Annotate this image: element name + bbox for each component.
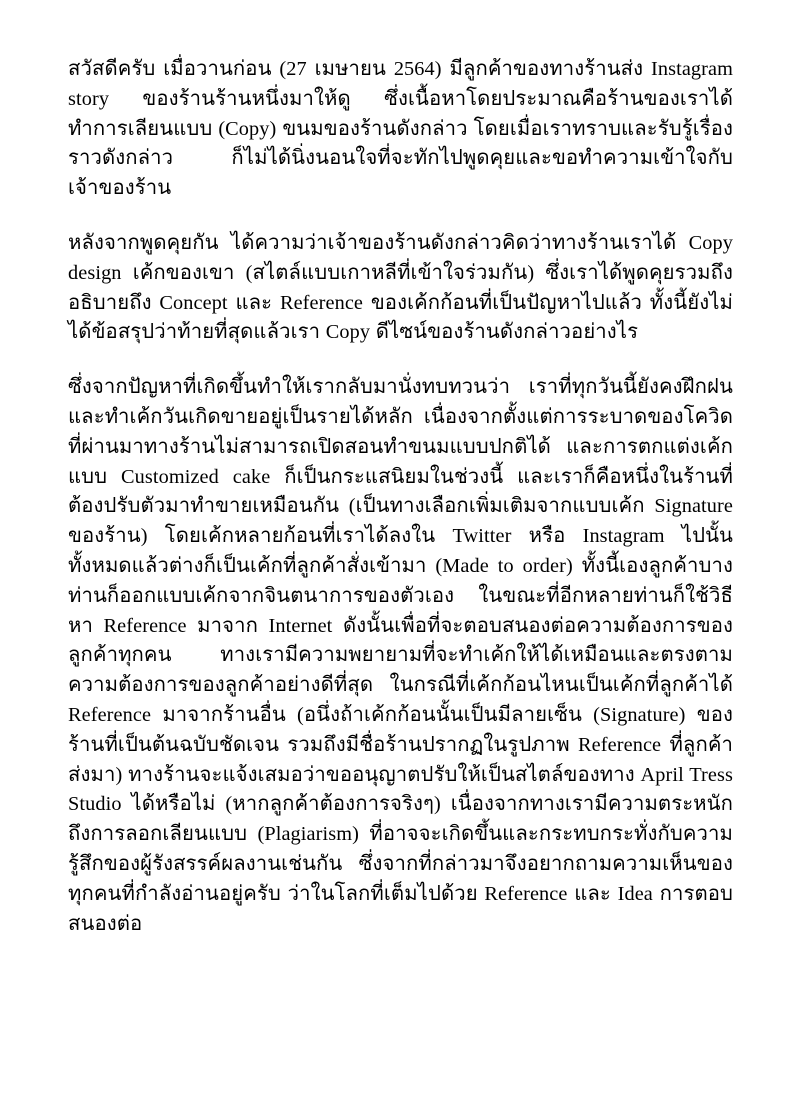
document-body <box>68 55 733 939</box>
paragraph-3: ซึ่งจากปัญหาที่เกิดขึ้นทำให้เรากลับมานั่งทบทวนว่า เราที่ทุกวันนี้ยังคงฝึกฝนและทำเค้กวันเกิดขายอยู่เป็นรายได้หลัก เนื่องจากตั้งแต่การระบาดของโควิดที่ผ่านมาทางร้านไม่สามารถเปิดสอนทำขนมแบบปกติได้ และการตกแต่งเค้กแบบ Customized cake ก็เป็นกระแสนิยมในช่วงนี้ และเราก็คือหนึ่งในร้านที่ต้องปรับตัวมาทำขายเหมือนกัน (เป็นทางเลือกเพิ่มเติมจากแบบเค้ก Signature ของร้าน) โดยเค้กหลายก้อนที่เราได้ลงใน Twitter หรือ Instagram ไปนั้น ทั้งหมดแล้วต่างก็เป็นเค้กที่ลูกค้าสั่งเข้ามา (Made to order) ทั้งนี้เองลูกค้าบางท่านก็ออกแบบเค้กจากจินตนาการของตัวเอง ในขณะที่อีกหลายท่านก็ใช้วิธีหา Reference มาจาก Internet ดังนั้นเพื่อที่จะตอบสนองต่อความต้องการของลูกค้าทุกคน ทางเรามีความพยายามที่จะทำเค้กให้ได้เหมือนและตรงตามความต้องการของลูกค้าอย่างดีที่สุด ในกรณีที่เค้กก้อนไหนเป็นเค้กที่ลูกค้าได้ Reference มาจากร้านอื่น (อนึ่งถ้าเค้กก้อนนั้นเป็นมีลายเซ็น (Signature) ของร้านที่เป็นต้นฉบับชัดเจน รวมถึงมีชื่อร้านปรากฏในรูปภาพ Reference ที่ลูกค้าส่งมา) ทางร้านจะแจ้งเสมอว่าขออนุญาตปรับให้เป็นสไตล์ของทาง April Tress Studio ได้หรือไม่ (หากลูกค้าต้องการจริงๆ) เนื่องจากทางเรามีความตระหนักถึงการลอกเลียนแบบ (Plagiarism) ที่อาจจะเกิดขึ้นและกระทบกระทั่งกับความรู้สึกของผู้รังสรรค์ผลงานเช่นกัน ซึ่งจากที่กล่าวมาจึงอยากถามความเห็นของทุกคนที่กำลังอ่านอยู่ครับ ว่าในโลกที่เต็มไปด้วย Reference และ Idea การตอบสนองต่อ <box>68 376 733 935</box>
paragraph-2: หลังจากพูดคุยกัน ได้ความว่าเจ้าของร้านดังกล่าวคิดว่าทางร้านเราได้ Copy design เค้กของเขา (สไตล์แบบเกาหลีที่เข้าใจร่วมกัน) ซึ่งเราได้พูดคุยรวมถึงอธิบายถึง Concept และ Reference ของเค้กก้อนที่เป็นปัญหาไปแล้ว ทั้งนี้ยังไม่ได้ข้อสรุปว่าท้ายที่สุดแล้วเรา Copy ดีไซน์ของร้านดังกล่าวอย่างไร <box>68 231 733 344</box>
paragraph-1: สวัสดีครับ เมื่อวานก่อน (27 เมษายน 2564) มีลูกค้าของทางร้านส่ง Instagram story ของร้านร้านหนึ่งมาให้ดู ซึ่งเนื้อหาโดยประมาณคือร้านของเราได้ทำการเลียนแบบ (Copy) ขนมของร้านดังกล่าว โดยเมื่อเราทราบและรับรู้เรื่องราวดังกล่าว ก็ไม่ได้นิ่งนอนใจที่จะทักไปพูดคุยและขอทำความเข้าใจกับเจ้าของร้าน <box>68 58 733 200</box>
